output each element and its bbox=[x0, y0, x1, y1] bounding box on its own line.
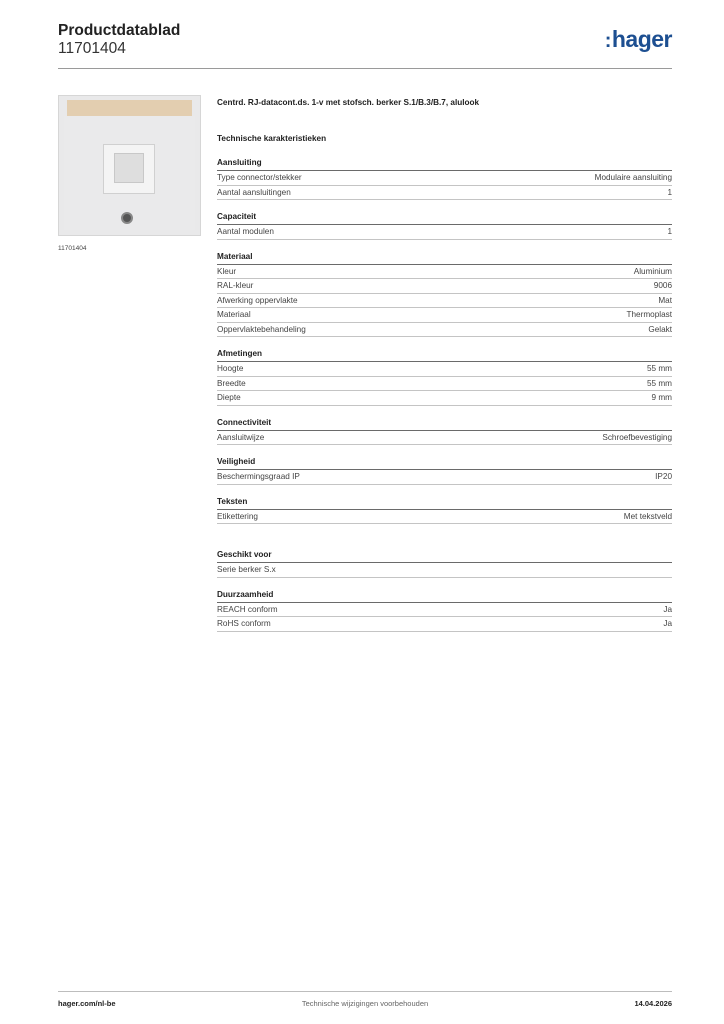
spec-label: RAL-kleur bbox=[217, 281, 254, 290]
spec-group-title: Connectiviteit bbox=[217, 416, 672, 431]
spec-value: 1 bbox=[667, 227, 672, 236]
header-divider bbox=[58, 68, 672, 69]
spec-label: REACH conform bbox=[217, 604, 278, 614]
product-image-label-strip bbox=[67, 100, 192, 116]
spec-row bbox=[217, 362, 672, 377]
spec-label: RoHS conform bbox=[217, 619, 271, 628]
footer-date: 14.04.2026 bbox=[634, 999, 672, 1008]
spec-value: Thermoplast bbox=[626, 310, 672, 319]
spec-label: Type connector/stekker bbox=[217, 173, 302, 182]
spec-label: Beschermingsgraad IP bbox=[217, 472, 300, 481]
spec-group bbox=[217, 347, 672, 406]
spec-label: Aantal aansluitingen bbox=[217, 187, 291, 197]
image-caption: 11701404 bbox=[58, 245, 87, 252]
spec-group-title: Veiligheid bbox=[217, 455, 672, 470]
spec-group-title: Teksten bbox=[217, 495, 672, 510]
spec-row bbox=[217, 308, 672, 323]
spec-group bbox=[217, 588, 672, 632]
spec-value: Gelakt bbox=[648, 324, 672, 334]
hager-logo bbox=[605, 26, 672, 53]
spec-label: Breedte bbox=[217, 378, 246, 388]
spec-group bbox=[217, 210, 672, 240]
spec-value: 55 mm bbox=[646, 364, 672, 373]
spec-label: Oppervlaktebehandeling bbox=[217, 324, 306, 334]
spec-row bbox=[217, 391, 672, 406]
spec-label: Diepte bbox=[217, 393, 241, 402]
product-image bbox=[58, 95, 201, 236]
spec-group bbox=[217, 416, 672, 446]
spec-row bbox=[217, 431, 672, 446]
spec-group-title: Geschikt voor bbox=[217, 548, 672, 563]
page-title: Productdatablad bbox=[58, 22, 181, 39]
spec-group bbox=[217, 495, 672, 525]
spec-groups bbox=[217, 156, 672, 632]
spec-label: Afwerking oppervlakte bbox=[217, 295, 298, 305]
spec-value: Mat bbox=[658, 295, 672, 305]
spec-group-title: Capaciteit bbox=[217, 210, 672, 225]
spec-value: 1 bbox=[667, 187, 672, 197]
spec-group bbox=[217, 156, 672, 200]
spec-label: Materiaal bbox=[217, 310, 251, 319]
footer-divider bbox=[58, 991, 672, 992]
spec-row bbox=[217, 323, 672, 338]
spec-label: Aansluitwijze bbox=[217, 432, 265, 442]
product-image-rj-socket bbox=[103, 144, 155, 194]
spec-value: Schroefbevestiging bbox=[602, 432, 672, 442]
spec-label: Kleur bbox=[217, 266, 237, 276]
spec-value: 9006 bbox=[653, 281, 672, 290]
logo-colon-mark: : bbox=[604, 30, 611, 52]
section-caption: Technische karakteristieken bbox=[217, 134, 327, 143]
spec-row bbox=[217, 294, 672, 309]
spec-group bbox=[217, 250, 672, 338]
spec-row bbox=[217, 265, 672, 280]
spec-content bbox=[217, 96, 672, 632]
spec-value: Ja bbox=[663, 604, 672, 614]
spec-value: Ja bbox=[663, 619, 672, 628]
spec-row bbox=[217, 563, 672, 578]
spec-row bbox=[217, 603, 672, 618]
footer-website: hager.com/nl-be bbox=[58, 999, 116, 1008]
spec-row bbox=[217, 510, 672, 525]
article-number: 11701404 bbox=[58, 40, 126, 57]
product-image-socket-opening bbox=[114, 153, 144, 183]
spec-value: Met tekstveld bbox=[623, 511, 672, 521]
spec-row bbox=[217, 171, 672, 186]
page-header bbox=[58, 22, 672, 68]
footer-disclaimer: Technische wijzigingen voorbehouden bbox=[301, 999, 429, 1008]
spec-row bbox=[217, 186, 672, 201]
product-image-screw bbox=[121, 212, 133, 224]
spec-group-title: Afmetingen bbox=[217, 347, 672, 362]
spec-value: Modulaire aansluiting bbox=[594, 173, 672, 182]
spec-value: 9 mm bbox=[651, 393, 672, 402]
spec-value: 55 mm bbox=[646, 378, 672, 388]
spec-group-title: Materiaal bbox=[217, 250, 672, 265]
spec-label: Hoogte bbox=[217, 364, 244, 373]
spec-label: Etikettering bbox=[217, 511, 258, 521]
spec-label: Aantal modulen bbox=[217, 227, 274, 236]
spec-row bbox=[217, 225, 672, 240]
spec-row bbox=[217, 617, 672, 632]
spec-row bbox=[217, 470, 672, 485]
spec-row bbox=[217, 279, 672, 294]
spec-group-title: Duurzaamheid bbox=[217, 588, 672, 603]
spec-group bbox=[217, 548, 672, 578]
spec-value: IP20 bbox=[655, 472, 672, 481]
spec-group bbox=[217, 455, 672, 485]
spec-group-title: Aansluiting bbox=[217, 156, 672, 171]
spec-label: Serie berker S.x bbox=[217, 565, 276, 574]
spec-value: Aluminium bbox=[633, 266, 672, 276]
spec-row bbox=[217, 377, 672, 392]
logo-text: hager bbox=[611, 26, 672, 52]
product-name: Centrd. RJ-datacont.ds. 1-v met stofsch. berker S.1/B.3/B.7, alulook bbox=[217, 98, 480, 107]
